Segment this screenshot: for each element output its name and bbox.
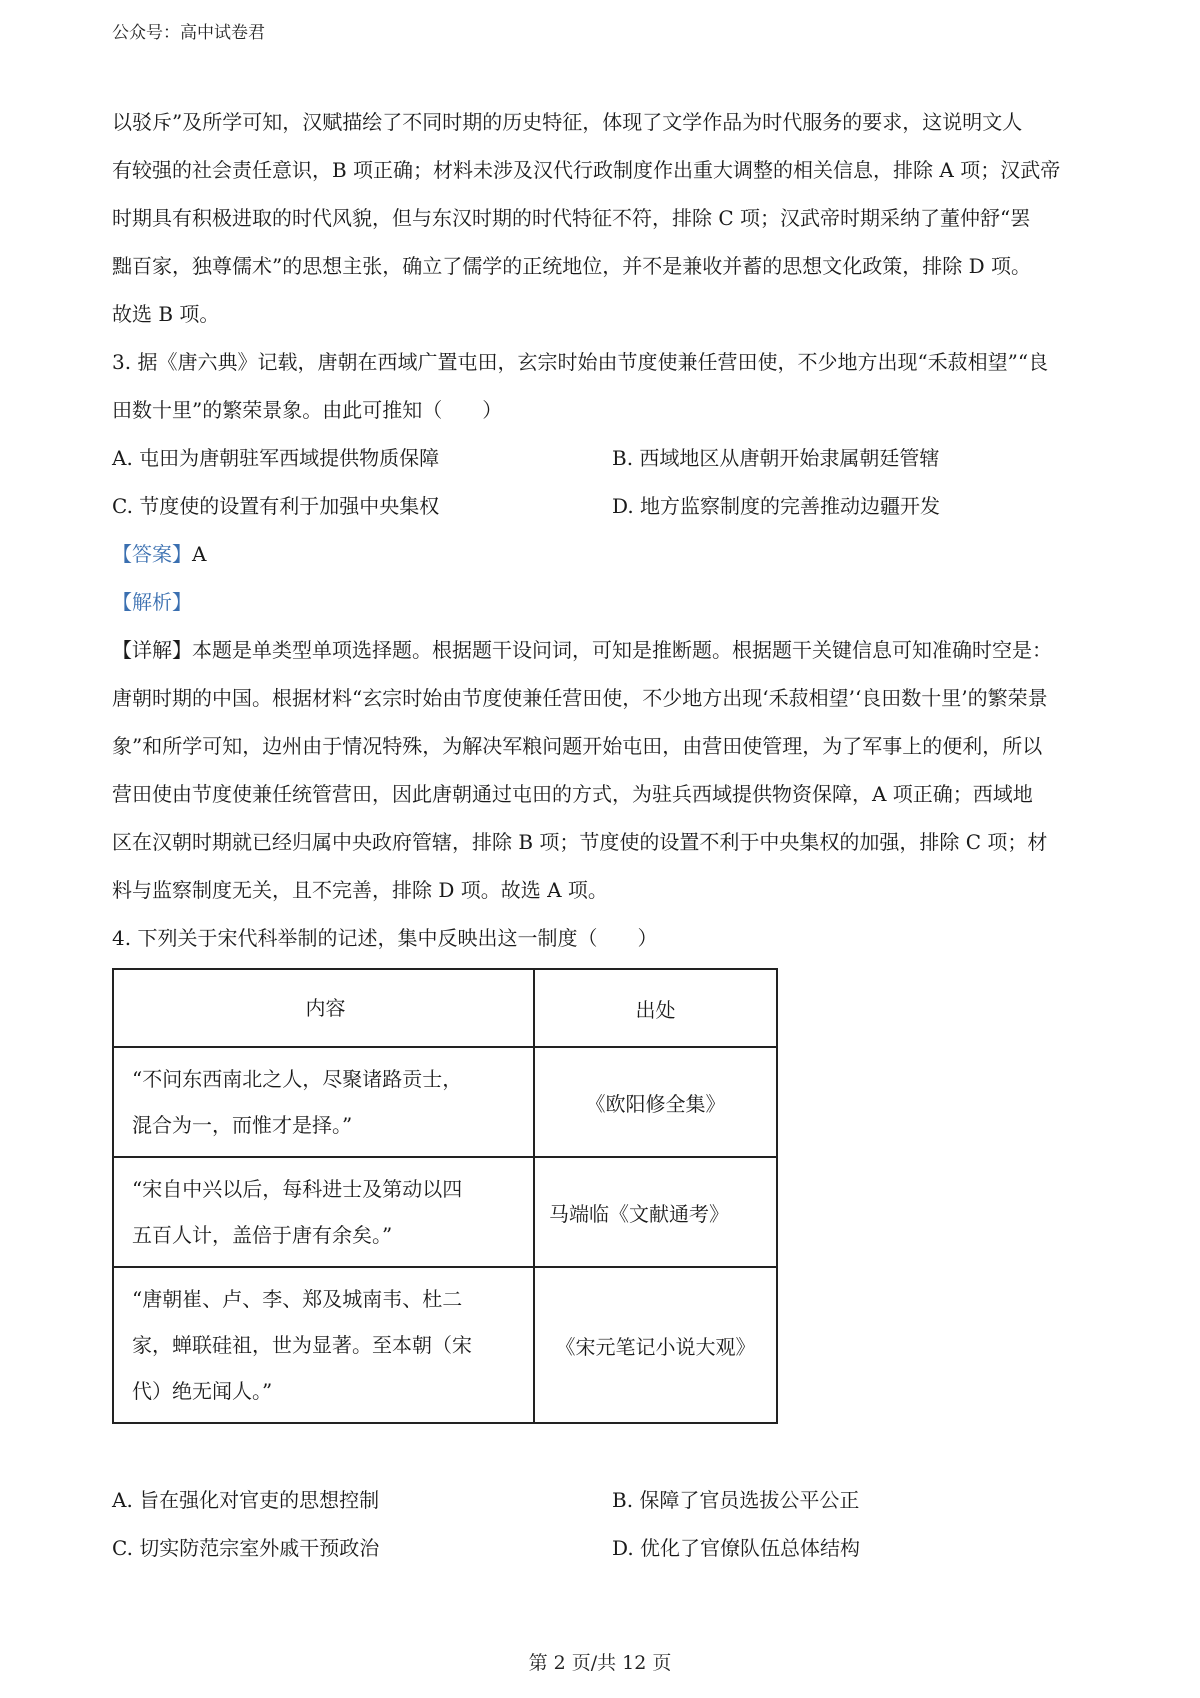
source-cell: 马端临《文献通考》 xyxy=(534,1157,777,1267)
table-row xyxy=(113,1157,777,1267)
text-line: 时期具有积极进取的时代风貌，但与东汉时期的时代特征不符，排除 C 项；汉武帝时期采纳了董仲舒“罢 xyxy=(112,206,1031,230)
text-line: 象”和所学可知，边州由于情况特殊，为解决军粮问题开始屯田，由营田使管理，为了军事上的便利，所以 xyxy=(112,734,1043,758)
analysis-line xyxy=(112,578,1104,626)
cell-line: 代）绝无闻人。” xyxy=(132,1379,273,1403)
source-table xyxy=(112,968,778,1424)
analysis-label: 【解析】 xyxy=(112,590,192,614)
option-b: B. 西域地区从唐朝开始隶属朝廷管辖 xyxy=(612,446,940,470)
text-line: 料与监察制度无关，且不完善，排除 D 项。故选 A 项。 xyxy=(112,878,608,902)
option-a: A. 屯田为唐朝驻军西域提供物质保障 xyxy=(112,446,440,470)
text-line: 以驳斥”及所学可知，汉赋描绘了不同时期的历史特征，体现了文学作品为时代服务的要求，这说明文人 xyxy=(112,110,1023,134)
text-line: 黜百家，独尊儒术”的思想主张，确立了儒学的正统地位，并不是兼收并蓄的思想文化政策，排除 D 项。 xyxy=(112,254,1031,278)
options-grid xyxy=(112,434,1104,530)
page-footer: 第 2 页/共 12 页 xyxy=(528,1652,672,1674)
text-line: 区在汉朝时期就已经归属中央政府管辖，排除 B 项；节度使的设置不利于中央集权的加强，排除 C 项；材 xyxy=(112,830,1048,854)
text-line: 【详解】本题是单类型单项选择题。根据题干设问词，可知是推断题。根据题干关键信息可知准确时空是： xyxy=(112,638,1052,662)
cell-line: 五百人计，盖倍于唐有余矣。” xyxy=(132,1223,393,1247)
cell-line: “宋自中兴以后，每科进士及第动以四 xyxy=(132,1177,463,1201)
option-c: C. 切实防范宗室外戚干预政治 xyxy=(112,1536,380,1560)
table-row xyxy=(113,1267,777,1423)
option-c: C. 节度使的设置有利于加强中央集权 xyxy=(112,494,440,518)
option-a: A. 旨在强化对官吏的思想控制 xyxy=(112,1488,380,1512)
question-stem: 4. 下列关于宋代科举制的记述，集中反映出这一制度（ ） xyxy=(112,926,658,950)
header-source: 出处 xyxy=(534,969,777,1047)
content-cell xyxy=(113,1157,534,1267)
text-line: 故选 B 项。 xyxy=(112,302,220,326)
text-line: 营田使由节度使兼任统管营田，因此唐朝通过屯田的方式，为驻兵西域提供物资保障，A 项正确；西域地 xyxy=(112,782,1033,806)
option-d: D. 优化了官僚队伍总体结构 xyxy=(612,1536,861,1560)
page-content xyxy=(112,98,1104,1572)
answer-label: 【答案】 xyxy=(112,542,192,566)
table-row xyxy=(113,1047,777,1157)
options-grid xyxy=(112,1476,1104,1572)
cell-line: 混合为一，而惟才是择。” xyxy=(132,1113,353,1137)
intro-paragraph xyxy=(112,98,1104,338)
source-cell: 《宋元笔记小说大观》 xyxy=(534,1267,777,1423)
question-3 xyxy=(112,338,1104,914)
question-stem-line: 田数十里”的繁荣景象。由此可推知（ ） xyxy=(112,398,503,422)
header-content: 内容 xyxy=(113,969,534,1047)
text-line: 有较强的社会责任意识，B 项正确；材料未涉及汉代行政制度作出重大调整的相关信息，排除 A 项；汉武帝 xyxy=(112,158,1061,182)
answer-line xyxy=(112,530,1104,578)
source-cell: 《欧阳修全集》 xyxy=(534,1047,777,1157)
content-cell xyxy=(113,1047,534,1157)
cell-line: “不问东西南北之人，尽聚诸路贡士， xyxy=(132,1067,463,1091)
question-4 xyxy=(112,914,1104,1572)
option-b: B. 保障了官员选拔公平公正 xyxy=(612,1488,860,1512)
page-header: 公众号：高中试卷君 xyxy=(112,23,265,43)
answer-value: A xyxy=(192,542,207,566)
detail-paragraph xyxy=(112,626,1104,914)
question-stem-line: 3. 据《唐六典》记载，唐朝在西域广置屯田，玄宗时始由节度使兼任营田使，不少地方出现“禾菽相望”“良 xyxy=(112,350,1049,374)
cell-line: 家，蝉联硅祖，世为显著。至本朝（宋 xyxy=(132,1333,472,1357)
table-header-row xyxy=(113,969,777,1047)
cell-line: “唐朝崔、卢、李、郑及城南韦、杜二 xyxy=(132,1287,463,1311)
content-cell xyxy=(113,1267,534,1423)
option-d: D. 地方监察制度的完善推动边疆开发 xyxy=(612,494,941,518)
text-line: 唐朝时期的中国。根据材料“玄宗时始由节度使兼任营田使，不少地方出现‘禾菽相望’‘良田数十里’的繁荣景 xyxy=(112,686,1048,710)
